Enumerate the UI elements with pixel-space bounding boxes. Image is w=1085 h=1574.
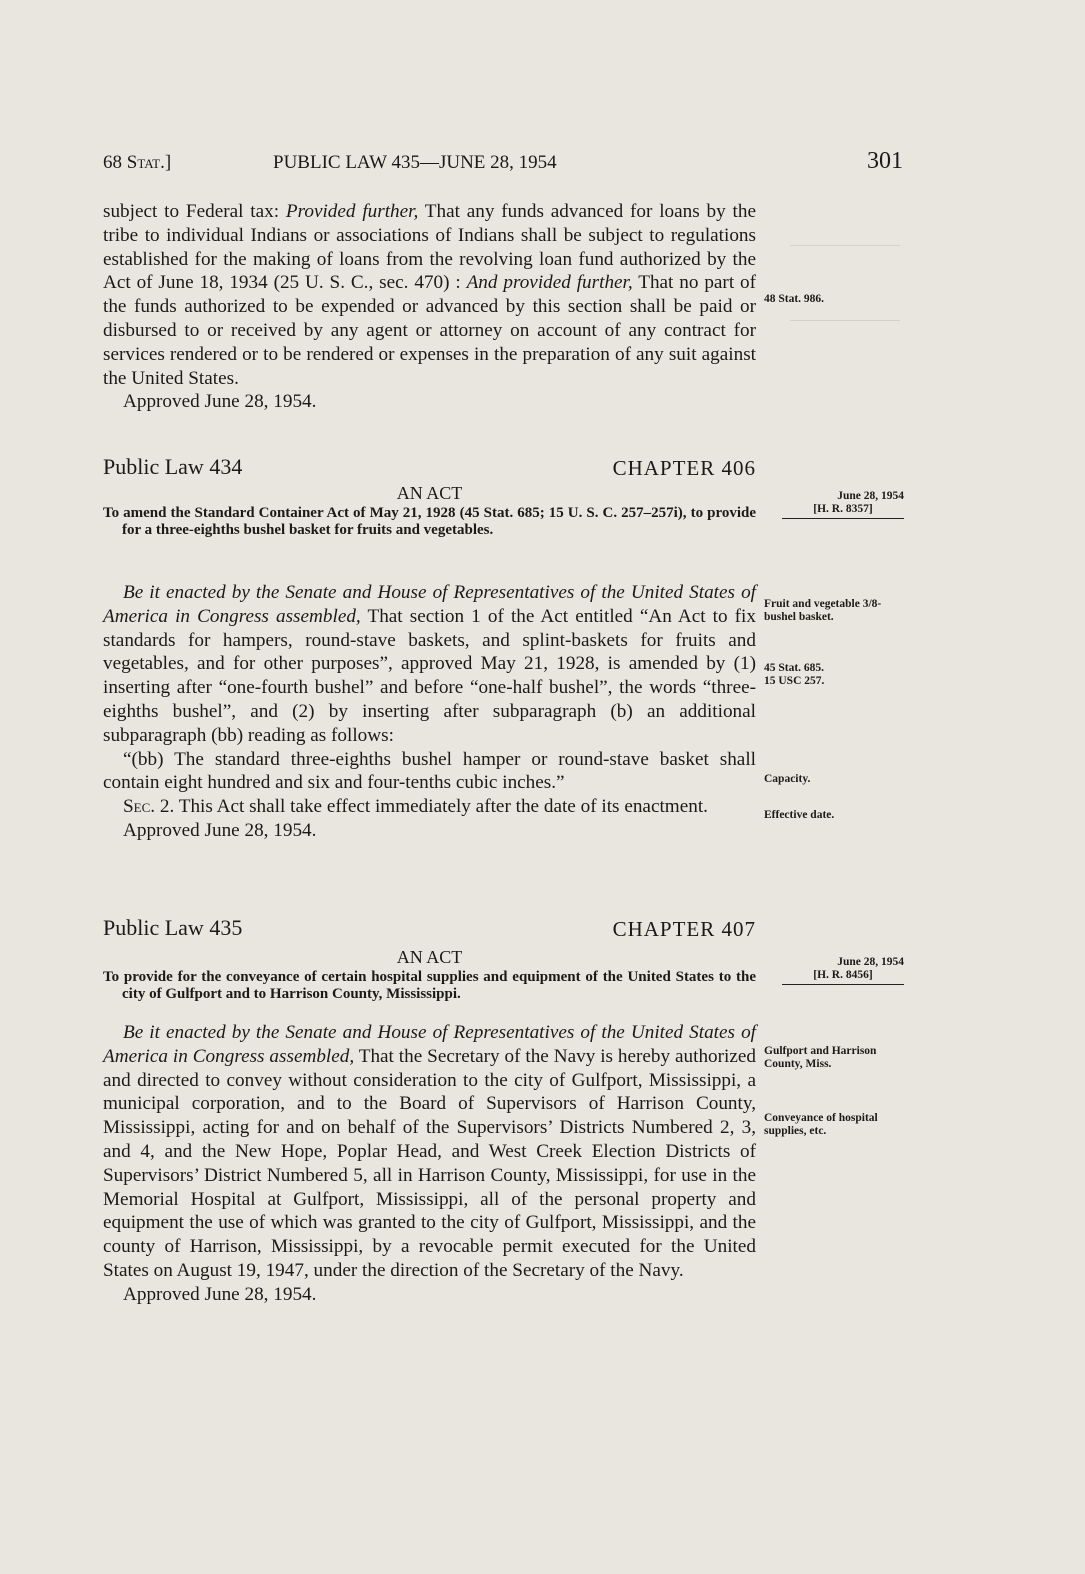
margin-note-effective-date: Effective date. <box>764 809 835 821</box>
margin-note-fruit: Fruit and vegetable 3/8-bushel basket. <box>764 598 882 623</box>
subparagraph-bb: “(bb) The standard three-eighths bushel hamper or round-stave basket shall contain eight hundred and six and four-tenths cubic inches.” <box>103 748 756 794</box>
section-1: Be it enacted by the Senate and House of Representatives of the United States of America in Congress assembled, That section 1 of the Act entitled “An Act to fix standards for hampers, round-stave baskets, and splint-baskets for fruits and vegetables, and for other purposes”, approved May 21, 1928, is amended by (1) inserting after “one-fourth bushel” and before “one-half bushel”, the words “three-eighths bushel”, and (2) by inserting after subparagraph (b) an additional subparagraph (bb) reading as follows: <box>103 582 756 746</box>
public-law-number: Public Law 434 <box>103 454 243 479</box>
continuation-paragraph: subject to Federal tax: Provided further, That any funds advanced for loans by the tribe to individual Indians or associations of Indians shall be subject to regulations established for the making of loans from the revolving loan fund authorized by the Act of June 18, 1934 (25 U. S. C., sec. 470) : And provided further, That no part of the funds authorized to be expended or advanced by this section shall be paid or disbursed to or received by any agent or attorney on account of any contract for services rendered or to be rendered or expenses in the preparation of any suit against the United States. <box>103 201 757 389</box>
act-purpose: To amend the Standard Container Act of May 21, 1928 (45 Stat. 685; 15 U. S. C. 257–257i), to provide for a three-eighths bushel basket for fruits and vegetables. <box>103 505 756 538</box>
date: June 28, 1954 <box>837 490 904 502</box>
public-law-434-body <box>103 581 756 843</box>
enactment-date-note <box>782 956 904 985</box>
public-law-435-body <box>103 1021 756 1307</box>
bleed-through <box>790 320 900 361</box>
previous-law-continuation <box>103 200 756 414</box>
enactment-date-note <box>782 490 904 519</box>
approved-line: Approved June 28, 1954. <box>123 391 317 413</box>
act-label: AN ACT <box>396 483 463 503</box>
running-header <box>103 148 903 182</box>
margin-note-stat-685: 45 Stat. 685. <box>764 662 825 674</box>
section-2: Sec. 2. This Act shall take effect immediately after the date of its enactment. <box>123 796 708 818</box>
margin-note-usc: 15 USC 257. <box>764 675 825 687</box>
bleed-through <box>790 245 900 247</box>
margin-note-conveyance: Conveyance of hospital supplies, etc. <box>764 1112 878 1137</box>
chapter-number: CHAPTER 406 <box>612 456 756 480</box>
page-number: 301 <box>867 148 903 174</box>
header-title: PUBLIC LAW 435—JUNE 28, 1954 <box>273 152 557 173</box>
margin-note-capacity: Capacity. <box>764 773 811 785</box>
bill-number: [H. R. 8456] <box>813 969 873 981</box>
approved-line: Approved June 28, 1954. <box>123 1283 317 1305</box>
margin-note-stat: 48 Stat. 986. <box>764 293 825 305</box>
date: June 28, 1954 <box>837 956 904 968</box>
act-label: AN ACT <box>396 947 463 967</box>
volume-reference: 68 Stat.] <box>103 152 172 173</box>
act-purpose: To provide for the conveyance of certain hospital supplies and equipment of the United States to the city of Gulfport and to Harrison County, Mississippi. <box>103 969 756 1002</box>
margin-note-gulfport: Gulfport and Harrison County, Miss. <box>764 1045 877 1070</box>
section-1: Be it enacted by the Senate and House of Representatives of the United States of America in Congress assembled, That the Secretary of the Navy is hereby authorized and directed to convey without consideration to the city of Gulfport, Mississippi, a municipal corporation, and to the Board of Supervisors of Harrison County, Mississippi, acting for and on behalf of the Supervisors’ Districts Numbered 2, 3, and 4, and the New Hope, Poplar Head, and West Creek Election Districts of Supervisors’ District Numbered 5, all in Harrison County, Mississippi, for use in the Memorial Hospital at Gulfport, Mississippi, all of the personal property and equipment the use of which was granted to the city of Gulfport, Mississippi, and the county of Harrison, Mississippi, by a revocable permit executed for the United States on August 19, 1947, under the direction of the Secretary of the Navy. <box>103 1022 756 1281</box>
divider <box>782 984 904 985</box>
bill-number: [H. R. 8357] <box>813 503 873 515</box>
public-law-434-heading <box>103 454 756 480</box>
chapter-number: CHAPTER 407 <box>612 917 756 941</box>
public-law-435-heading <box>103 915 756 941</box>
divider <box>782 518 904 519</box>
public-law-number: Public Law 435 <box>103 915 243 940</box>
approved-line: Approved June 28, 1954. <box>123 819 317 841</box>
